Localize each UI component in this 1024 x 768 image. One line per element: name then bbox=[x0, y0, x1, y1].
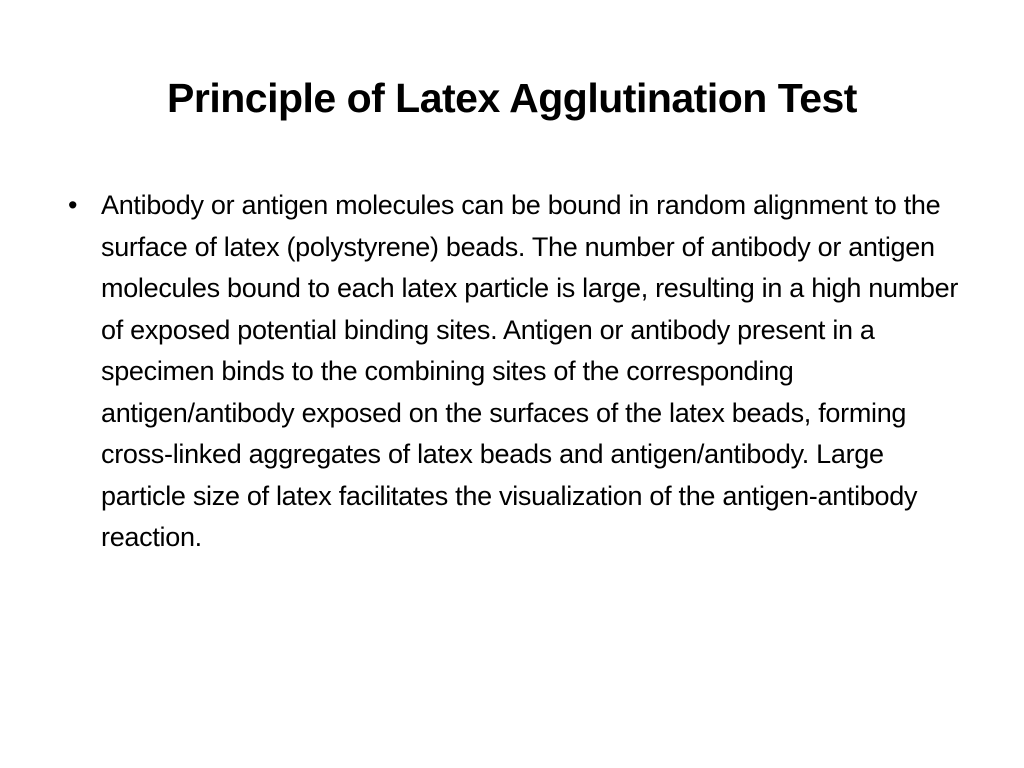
bullet-item bbox=[68, 185, 968, 559]
bullet-text: Antibody or antigen molecules can be bound in random alignment to the surface of latex (polystyrene) beads. The number of antibody or antigen molecules bound to each latex particle is large, resulting in a high number of exposed potential binding sites. Antigen or antibody present in a specimen binds to the combining sites of the corresponding antigen/antibody exposed on the surfaces of the latex beads, forming cross-linked aggregates of latex beads and antigen/antibody. Large particle size of latex facilitates the visualization of the antigen-antibody reaction. bbox=[101, 190, 959, 552]
bullet-list bbox=[68, 185, 968, 559]
slide-title: Principle of Latex Agglutination Test bbox=[167, 75, 857, 121]
bullet-icon: • bbox=[68, 190, 78, 220]
